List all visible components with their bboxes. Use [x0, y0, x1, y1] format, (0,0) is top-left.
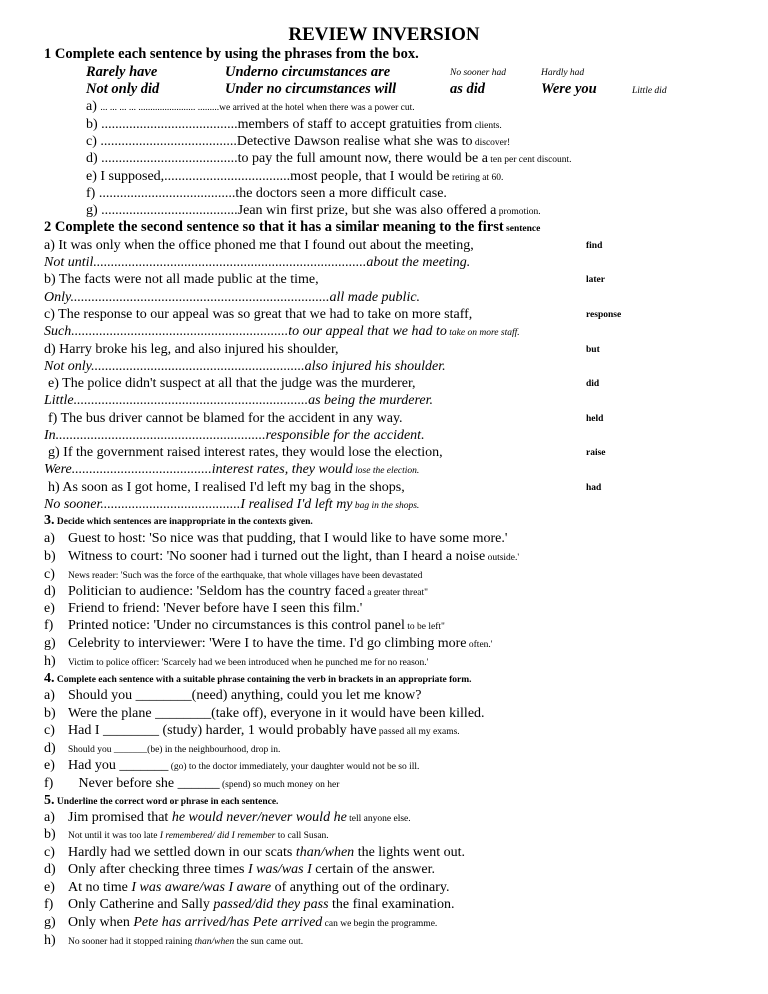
- s2-item-e-rewrite: Little...................................................................as being the murderer.: [44, 393, 434, 408]
- keyword: find: [586, 241, 603, 251]
- phrase-box-item: No sooner had: [450, 68, 506, 78]
- phrase-box-item: Under no circumstances will: [225, 81, 397, 97]
- phrase-box-item: Not only did: [86, 81, 160, 97]
- s3-item: a) Guest to host: 'So nice was that pudding, that I would like to have some more.': [44, 531, 508, 546]
- item-text: than/when: [295, 845, 355, 860]
- phrase-box-item: Underno circumstances are: [225, 64, 391, 80]
- s2-item-c-rewrite: Such..............................................................to our appeal that we had to take on more staff.: [44, 324, 520, 339]
- s4-item: b) Were the plane ________(take off), everyone in it would have been killed.: [44, 706, 485, 721]
- phrase-box-item: as did: [450, 81, 486, 97]
- item-text: Not until it was too late: [68, 831, 160, 841]
- s2-item-d-original: d) Harry broke his leg, and also injured his shoulder,: [44, 342, 339, 357]
- keyword: did: [586, 379, 600, 389]
- s2-item-g-rewrite: Were........................................interest rates, they would lose the election.: [44, 462, 420, 477]
- item-text: Hardly had we settled down in our scats: [68, 845, 296, 860]
- s3-item: f) Printed notice: 'Under no circumstances is this control panel to be left": [44, 618, 445, 633]
- s4-item: c) Had I ________ (study) harder, 1 would probably have passed all my exams.: [44, 723, 460, 738]
- section-1-heading: 1 Complete each sentence by using the phrases from the box.: [44, 46, 419, 62]
- item-text: can we begin the programme.: [322, 919, 438, 929]
- s3-item: e) Friend to friend: 'Never before have I seen this film.': [44, 601, 363, 616]
- item-text: Jim promised that: [68, 810, 172, 825]
- phrase-box-item: Were you: [541, 81, 597, 97]
- item-text: No sooner had it stopped raining: [68, 937, 195, 947]
- item-text: At no time: [68, 880, 132, 895]
- s2-item-g-original: g) If the government raised interest rates, they would lose the election,: [48, 445, 443, 460]
- item-text: the final examination.: [328, 897, 455, 912]
- s3-item: b) Witness to court: 'No sooner had i turned out the light, than I heard a noise outside.': [44, 549, 520, 564]
- s2-item-b-rewrite: Only..........................................................................all made public.: [44, 290, 421, 305]
- item-text: he would never/never would he: [171, 810, 347, 825]
- s2-item-a-original: a) It was only when the office phoned me that I found out about the meeting,: [44, 238, 474, 253]
- s5-item: [44, 932, 303, 951]
- s2-item-a-rewrite: Not until..............................................................................about the meeting.: [44, 255, 471, 270]
- section-4-heading: 4. Complete each sentence with a suitable phrase containing the verb in brackets in an appropriate form.: [44, 671, 472, 686]
- s1-item-d: d) .......................................to pay the full amount now, there would be a ten per cent discount.: [86, 151, 572, 166]
- s5-item: [44, 896, 455, 914]
- keyword: raise: [586, 448, 606, 458]
- item-text: passed/did they pass: [213, 897, 329, 912]
- s5-item: [44, 914, 437, 933]
- section-3-heading: 3. Decide which sentences are inappropriate in the contexts given.: [44, 513, 313, 528]
- s3-item: d) Politician to audience: 'Seldom has the country faced a greater threat": [44, 584, 429, 599]
- item-text: Pete has arrived/has Pete arrived: [133, 915, 323, 930]
- s5-item: [44, 879, 449, 897]
- item-text: certain of the answer.: [311, 862, 436, 877]
- keyword: but: [586, 345, 600, 355]
- phrase-box-item: Little did: [632, 86, 667, 96]
- item-label: g): [44, 915, 56, 930]
- s3-item: c) News reader: 'Such was the force of the earthquake, that whole villages have been devastated: [44, 567, 423, 582]
- s4-item: a) Should you ________(need) anything, could you let me know?: [44, 688, 422, 703]
- item-text: of anything out of the ordinary.: [271, 880, 450, 895]
- item-text: I was aware/was I aware: [131, 880, 272, 895]
- item-text: I remembered/ did I remember: [159, 831, 276, 841]
- s5-item: [44, 826, 329, 845]
- item-text: I was/was I: [247, 862, 312, 877]
- s2-item-h-original: h) As soon as I got home, I realised I'd left my bag in the shops,: [48, 480, 405, 495]
- s1-item-g: g) .......................................Jean win first prize, but she was also offered a promotion.: [86, 203, 541, 218]
- phrase-box-item: Hardly had: [541, 68, 585, 78]
- s1-item-f: f) .......................................the doctors seen a more difficult case.: [86, 186, 447, 201]
- s2-item-b-original: b) The facts were not all made public at the time,: [44, 272, 319, 287]
- s1-item-a: a) ... ... ... ... ........................ .........we arrived at the hotel when there was a power cut.: [86, 99, 415, 114]
- item-text: Only Catherine and Sally: [68, 897, 214, 912]
- s1-item-b: b) .......................................members of staff to accept gratuities from clients.: [86, 117, 502, 132]
- item-text: the lights went out.: [354, 845, 466, 860]
- item-label: e): [44, 880, 55, 895]
- s2-item-d-rewrite: Not only.............................................................also injured his shoulder.: [44, 359, 446, 374]
- s2-item-h-rewrite: No sooner........................................I realised I'd left my bag in the shops.: [44, 497, 420, 512]
- item-label: b): [44, 827, 56, 842]
- s4-item: f) Never before she ______ (spend) so much money on her: [44, 776, 340, 791]
- item-label: h): [44, 933, 56, 948]
- item-text: than/when: [194, 937, 235, 947]
- page-title: REVIEW INVERSION: [288, 24, 480, 45]
- keyword: response: [586, 310, 622, 320]
- s4-item: e) Had you _______ (go) to the doctor immediately, your daughter would not be so ill.: [44, 758, 420, 773]
- item-text: Only when: [68, 915, 134, 930]
- s4-item: d) Should you _______(be) in the neighbourhood, drop in.: [44, 741, 281, 756]
- item-text: Only after checking three times: [68, 862, 248, 877]
- s1-item-c: c) .......................................Detective Dawson realise what she was to discover!: [86, 134, 511, 149]
- section-2-heading: 2 Complete the second sentence so that it has a similar meaning to the first sentence: [44, 219, 541, 235]
- s3-item: h) Victim to police officer: 'Scarcely had we been introduced when he punched me for no reason.': [44, 654, 429, 669]
- s2-item-e-original: e) The police didn't suspect at all that the judge was the murderer,: [48, 376, 416, 391]
- item-label: d): [44, 862, 56, 877]
- item-text: tell anyone else.: [346, 814, 411, 824]
- item-text: to call Susan.: [275, 831, 329, 841]
- s2-item-c-original: c) The response to our appeal was so great that we had to take on more staff,: [44, 307, 473, 322]
- item-label: f): [44, 897, 54, 912]
- item-label: c): [44, 845, 55, 860]
- s1-item-e: e) I supposed,....................................most people, that I would be retiring at 60.: [86, 169, 504, 184]
- s3-item: g) Celebrity to interviewer: 'Were I to have the time. I'd go climbing more often.': [44, 636, 493, 651]
- item-text: the sun came out.: [234, 937, 304, 947]
- phrase-box-item: Rarely have: [86, 64, 158, 80]
- keyword: had: [586, 483, 602, 493]
- s5-item: [44, 861, 435, 879]
- s5-item: [44, 844, 465, 862]
- section-5-heading: 5. Underline the correct word or phrase in each sentence.: [44, 793, 279, 808]
- keyword: later: [586, 275, 605, 285]
- keyword: held: [586, 414, 604, 424]
- item-label: a): [44, 810, 55, 825]
- s2-item-f-original: f) The bus driver cannot be blamed for the accident in any way.: [48, 411, 403, 426]
- s2-item-f-rewrite: In............................................................responsible for the accident.: [44, 428, 425, 443]
